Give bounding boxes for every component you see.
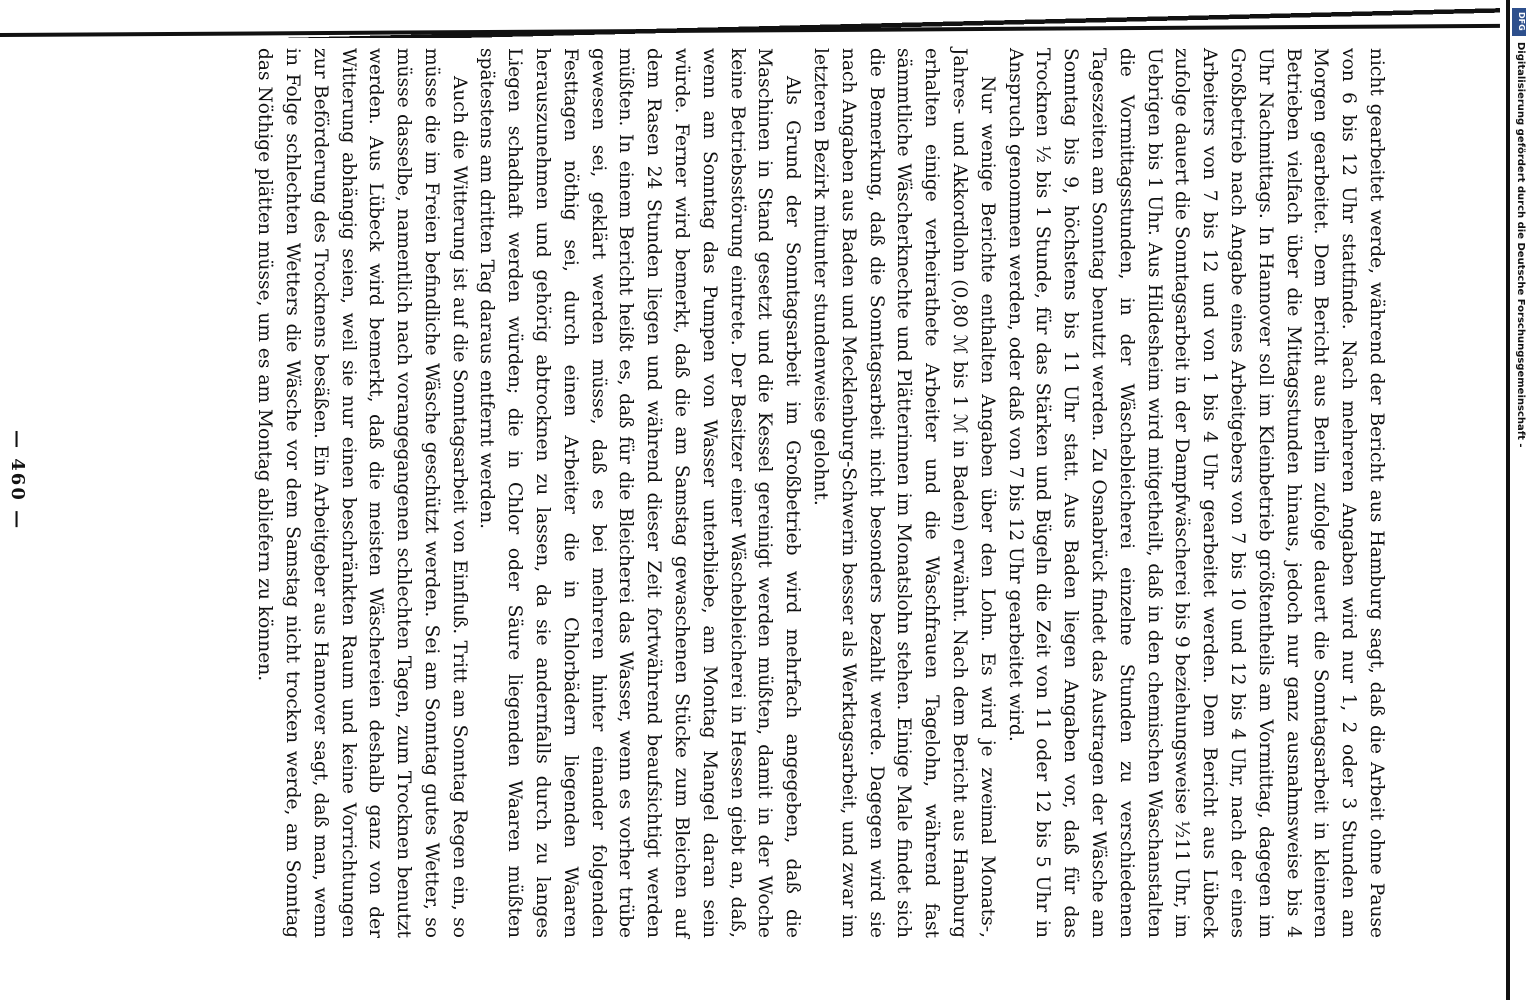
document-body (250, 48, 1390, 938)
paragraph-2: Nur wenige Berichte enthalten Angaben über den Lohn. Es wird je zweimal Monats-, Jahres- und Akkordlohn (0,80 ℳ bis 1 ℳ in Baden) erwähnt. Nach dem Bericht aus Hamburg erhalten einige verheirathete Arbeiter und die Waschfrauen Tagelohn, während fast sämmtliche Wäscherknechte und Plätterinnen im Monatslohn stehen. Einige Male findet sich die Bemerkung, daß die Sonntagsarbeit nicht besonders bezahlt werde. Dagegen wird sie nach Angaben aus Baden und Mecklenburg-Schwerin besser als Werktagsarbeit, und zwar im letzteren Bezirk mitunter stundenweise gelohnt. (810, 48, 998, 938)
paragraph-3: Als Grund der Sonntagsarbeit im Großbetrieb wird mehrfach angegeben, daß die Maschinen in Stand gesetzt und die Kessel gereinigt werden müßten, damit in der Woche keine Betriebsstörung eintrete. Der Besitzer einer Wäschebleicherei in Hessen giebt an, daß, wenn am Sonntag das Pumpen von Wasser unterbliebe, am Montag Mangel daran sein würde. Ferner wird bemerkt, daß die am Samstag gewaschenen Stücke zum Bleichen auf dem Rasen 24 Stunden liegen und während dieser Zeit fortwährend beaufsichtigt werden müßten. In einem Bericht heißt es, daß für die Bleicherei das Wasser, wenn es vorher trübe gewesen sei, geklärt werden müsse, daß es bei mehreren hinter einander folgenden Festtagen nöthig sei, durch einen Arbeiter die in Chlorbädern liegenden Waaren herauszunehmen und gehörig abtrocknen zu lassen, da sie andernfalls durch zu langes Liegen schadhaft werden würden; die in Chlor oder Säure liegenden Waaren müßten spätestens am dritten Tag daraus entfernt werden. (476, 48, 804, 938)
dfg-logo (1512, 8, 1526, 36)
page-number: — 460 — (7, 430, 28, 531)
dfg-logo-text: DFG (1517, 12, 1526, 31)
paragraph-4: Auch die Witterung ist auf die Sonntagsarbeit von Einfluß. Tritt am Sonntag Regen ein, so müsse die im Freien befindliche Wäsche geschützt werden. Sei am Sonntag gutes Wetter, so müsse dasselbe, namentlich nach vorangegangenen schlechten Tagen, zum Trocknen benutzt werden. Aus Lübeck wird bemerkt, daß die meisten Wäschereien deshalb ganz von der Witterung abhängig seien, weil sie nur einen beschränkten Raum und keine Vorrichtungen zur Beförderung des Trocknens besäßen. Ein Arbeitgeber aus Hannover sagt, daß man, wenn in Folge schlechten Wetters die Wäsche vor dem Samstag nicht trocken werde, am Sonntag das Nöthige plätten müsse, um es am Montag abliefern zu können. (254, 48, 470, 938)
digitization-credit: Digitalisierung gefördert durch die Deutsche Forschungsgemeinschaft - (1515, 42, 1526, 448)
page-edge (1506, 0, 1510, 1000)
paragraph-1: nicht gearbeitet werde, während der Bericht aus Hamburg sagt, daß die Arbeit ohne Pause von 6 bis 12 Uhr stattfinde. Nach mehreren Angaben wird nur 1, 2 oder 3 Stunden am Morgen gearbeitet. Dem Bericht aus Berlin zufolge dauert die Sonntagsarbeit in kleineren Betrieben vielfach über die Mittagsstunden hinaus, jedoch nur ganz ausnahmsweise bis 4 Uhr Nachmittags. In Hannover soll im Kleinbetrieb größtentheils am Vormittag, dagegen im Großbetrieb nach Angabe eines Arbeitgebers von 7 bis 10 und 12 bis 4 Uhr, nach der eines Arbeiters von 7 bis 12 und von 1 bis 4 Uhr gearbeitet werden. Dem Bericht aus Lübeck zufolge dauert die Sonntagsarbeit in der Dampfwäscherei bis 9 beziehungsweise ½11 Uhr, im Uebrigen bis 1 Uhr. Aus Hildesheim wird mitgetheilt, daß in den chemischen Waschanstalten die Vormittagsstunden, in der Wäschebleicherei einzelne Stunden zu verschiedenen Tageszeiten am Sonntag benutzt werden. Zu Osnabrück findet das Austragen der Wäsche am Sonntag bis 9, höchstens bis 11 Uhr statt. Aus Baden liegen Angaben vor, daß für das Trocknen ½ bis 1 Stunde, für das Stärken und Bügeln die Zeit von 11 oder 12 bis 5 Uhr in Anspruch genommen werden, oder daß von 7 bis 12 Uhr gearbeitet wird. (1004, 48, 1387, 938)
